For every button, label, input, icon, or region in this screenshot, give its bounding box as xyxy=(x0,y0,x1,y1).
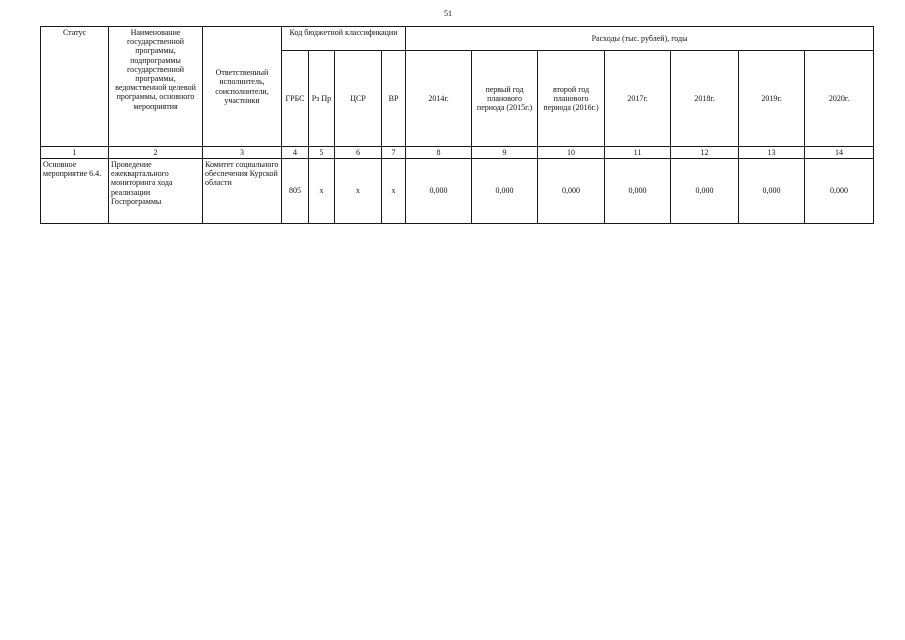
column-number: 7 xyxy=(382,147,406,159)
cell-value-2020: 0,000 xyxy=(805,159,874,224)
cell-value-2018: 0,000 xyxy=(671,159,739,224)
table-row xyxy=(41,159,874,224)
column-number: 11 xyxy=(605,147,671,159)
header-year-2019: 2019г. xyxy=(739,51,805,147)
header-executor: Ответственный исполнитель, соисполнители, участники xyxy=(203,27,282,147)
header-rzpr: Рз Пр xyxy=(309,51,335,147)
column-number: 12 xyxy=(671,147,739,159)
cell-value-2015: 0,000 xyxy=(472,159,538,224)
budget-table xyxy=(40,26,874,224)
header-vr: ВР xyxy=(382,51,406,147)
header-year-2016: второй год планового периода (2016г.) xyxy=(538,51,605,147)
cell-rzpr: х xyxy=(309,159,335,224)
column-number: 10 xyxy=(538,147,605,159)
header-budget-code: Код бюджетной классификации xyxy=(282,27,406,51)
header-grbs: ГРБС xyxy=(282,51,309,147)
page-number: 51 xyxy=(444,9,452,18)
header-year-2015: первый год планового периода (2015г.) xyxy=(472,51,538,147)
column-number: 2 xyxy=(109,147,203,159)
cell-program-name: Проведение ежеквартального мониторинга хода реализации Госпрограммы xyxy=(109,159,203,224)
column-number: 9 xyxy=(472,147,538,159)
column-number: 8 xyxy=(406,147,472,159)
cell-value-2016: 0,000 xyxy=(538,159,605,224)
header-program-name: Наименование государственной программы, подпрограммы государственной программы, ведомственной целевой программы, основного мероприятия xyxy=(109,27,203,147)
header-expenses: Расходы (тыс. рублей), годы xyxy=(406,27,874,51)
column-number: 1 xyxy=(41,147,109,159)
header-status: Статус xyxy=(41,27,109,147)
cell-vr: х xyxy=(382,159,406,224)
column-number: 5 xyxy=(309,147,335,159)
header-year-2017: 2017г. xyxy=(605,51,671,147)
header-csr: ЦСР xyxy=(335,51,382,147)
cell-value-2019: 0,000 xyxy=(739,159,805,224)
column-number: 6 xyxy=(335,147,382,159)
cell-status: Основное мероприятие 6.4. xyxy=(41,159,109,224)
column-number: 14 xyxy=(805,147,874,159)
column-number: 3 xyxy=(203,147,282,159)
header-year-2018: 2018г. xyxy=(671,51,739,147)
column-number-row xyxy=(41,147,874,159)
cell-executor: Комитет социального обеспечения Курской области xyxy=(203,159,282,224)
cell-grbs: 805 xyxy=(282,159,309,224)
header-year-2014: 2014г. xyxy=(406,51,472,147)
cell-value-2014: 0,000 xyxy=(406,159,472,224)
cell-csr: х xyxy=(335,159,382,224)
cell-value-2017: 0,000 xyxy=(605,159,671,224)
header-year-2020: 2020г. xyxy=(805,51,874,147)
column-number: 4 xyxy=(282,147,309,159)
column-number: 13 xyxy=(739,147,805,159)
